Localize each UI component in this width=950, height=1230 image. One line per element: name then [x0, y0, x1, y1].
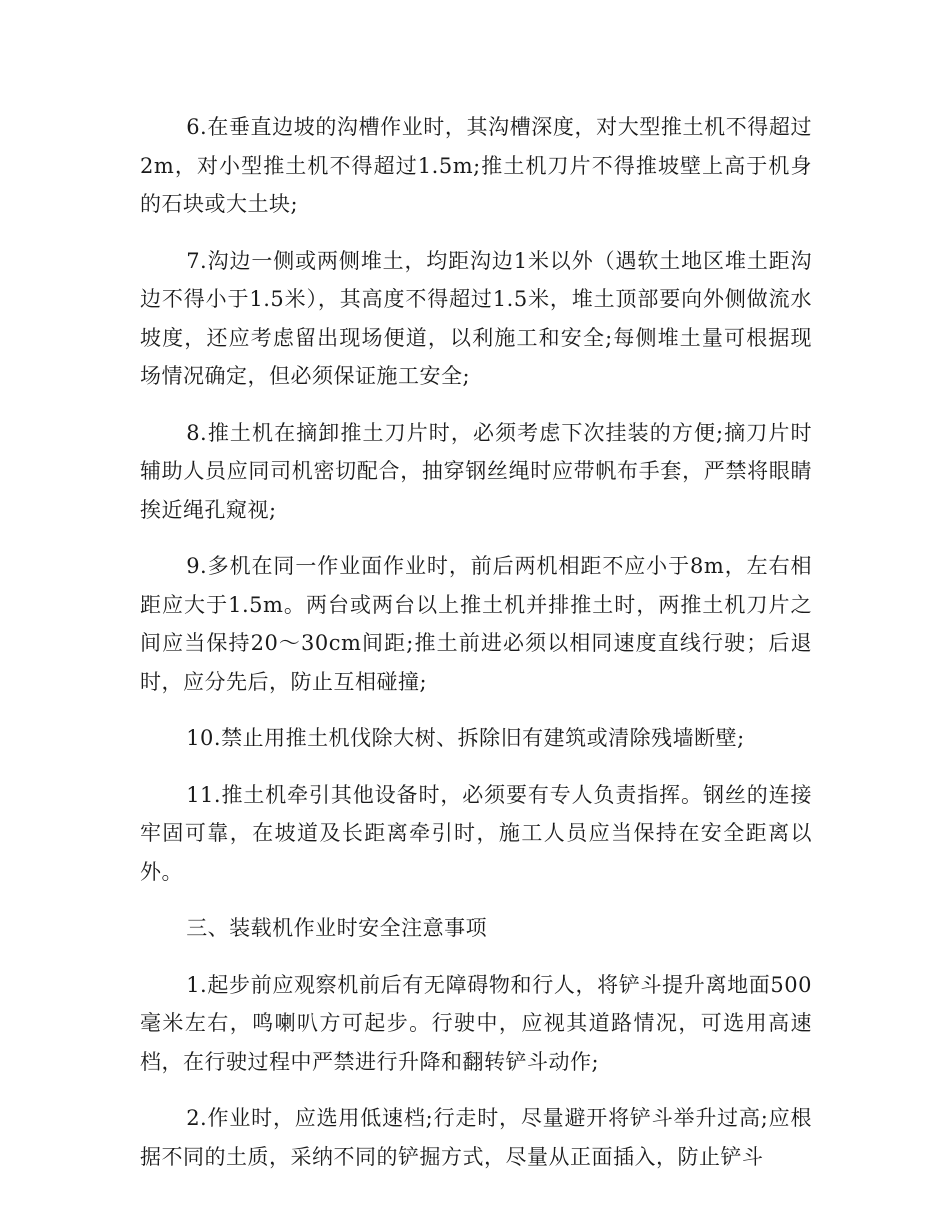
section-heading-loader-safety: 三、装载机作业时安全注意事项 — [186, 916, 488, 940]
paragraph-loader-rule-1: 1.起步前应观察机前后有无障碍物和行人，将铲斗提升离地面500毫米左右，鸣喇叭方可起步。行驶中，应视其道路情况，可选用高速档，在行驶过程中严禁进行升降和翻转铲斗动作; — [140, 972, 812, 1074]
document-body — [140, 108, 812, 1194]
paragraph-rule-6: 6.在垂直边坡的沟槽作业时，其沟槽深度，对大型推土机不得超过2m，对小型推土机不得超过1.5m;推土机刀片不得推坡壁上高于机身的石块或大土块; — [140, 115, 812, 216]
paragraph-rule-11: 11.推土机牵引其他设备时，必须要有专人负责指挥。钢丝的连接牢固可靠，在坡道及长距离牵引时，施工人员应当保持在安全距离以外。 — [140, 782, 812, 884]
paragraph-loader-rule-2: 2.作业时，应选用低速档;行走时，尽量避开将铲斗举升过高;应根据不同的土质，采纳不同的铲掘方式，尽量从正面插入，防止铲斗 — [140, 1106, 812, 1169]
paragraph-rule-7: 7.沟边一侧或两侧堆土，均距沟边1米以外（遇软土地区堆土距沟边不得小于1.5米），其高度不得超过1.5米，堆土顶部要向外侧做流水坡度，还应考虑留出现场便道，以利施工和安全;每侧堆土量可根据现场情况确定，但必须保证施工安全; — [140, 248, 812, 388]
paragraph-rule-8: 8.推土机在摘卸推土刀片时，必须考虑下次挂装的方便;摘刀片时辅助人员应同司机密切配合，抽穿钢丝绳时应带帆布手套，严禁将眼睛挨近绳孔窥视; — [140, 420, 812, 522]
paragraph-rule-10: 10.禁止用推土机伐除大树、拆除旧有建筑或清除残墙断壁; — [186, 726, 745, 750]
paragraph-rule-9: 9.多机在同一作业面作业时，前后两机相距不应小于8m，左右相距应大于1.5m。两台或两台以上推土机并排推土时，两推土机刀片之间应当保持20～30cm间距;推土前进必须以相同速度直线行驶；后退时，应分先后，防止互相碰撞; — [140, 554, 812, 694]
